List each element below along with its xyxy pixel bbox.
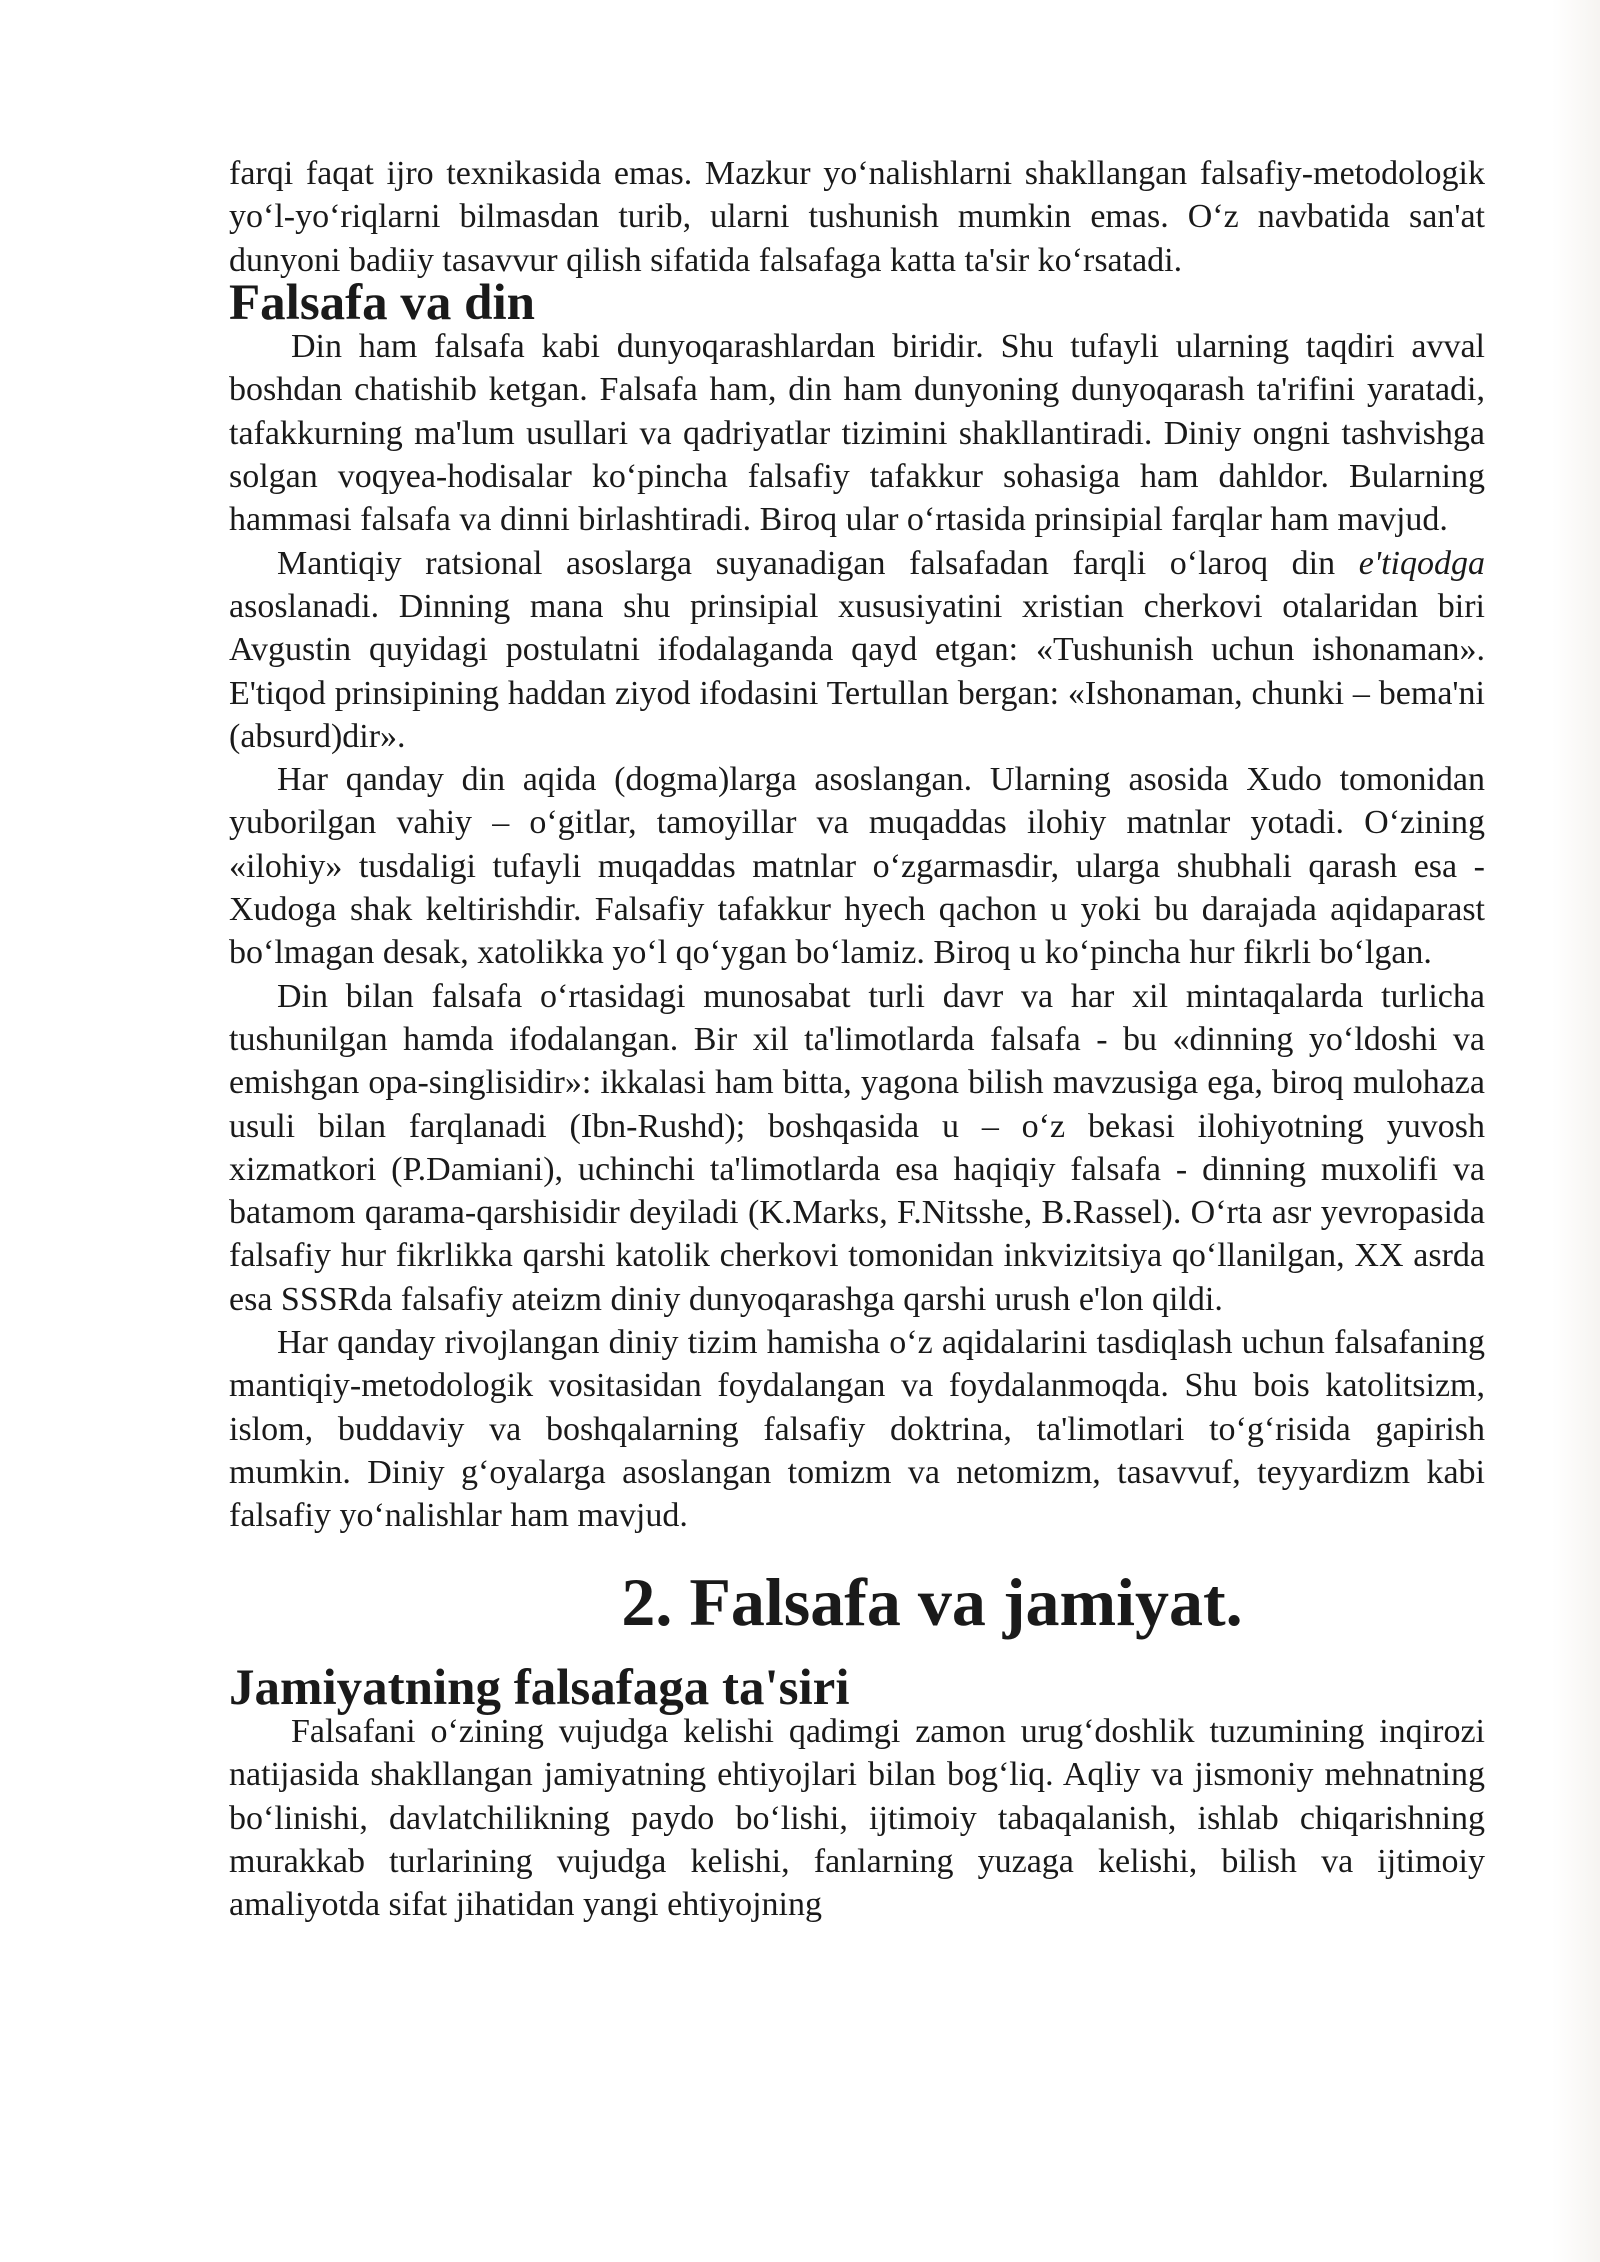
paragraph-din-1: Din ham falsafa kabi dunyoqarashlardan biridir. Shu tufayli ularning taqdiri avval boshdan chatishib ketgan. Falsafa ham, din ham dunyoning dunyoqarash ta'rifini yaratadi, tafakkurning ma'lum usullari va qadriyatlar tizimini shakllantiradi. Diniy ongni tashvishga solgan voqyea-hodisalar ko‘pincha falsafiy tafakkur sohasiga ham dahldor. Bularning hammasi falsafa va dinni birlashtiradi. Biroq ular o‘rtasida prinsipial farqlar ham mavjud. bbox=[229, 328, 1485, 539]
section-heading-falsafa-va-din: Falsafa va din bbox=[229, 274, 536, 331]
section-heading-jamiyatning-ta-siri: Jamiyatning falsafaga ta'siri bbox=[229, 1659, 850, 1716]
paragraph-din-2 bbox=[229, 542, 1485, 758]
paragraph-din-3: Har qanday din aqida (dogma)larga asoslangan. Ularning asosida Xudo tomonidan yuborilgan vahiy – o‘gitlar, tamoyillar va muqaddas ilohiy matnlar yotadi. O‘zining «ilohiy» tusdaligi tufayli muqaddas matnlar o‘zgarmasdir, ularga shubhali qarash esa - Xudoga shak keltirishdir. Falsafiy tafakkur hyech qachon u yoki bu darajada aqidaparast bo‘lmagan desak, xatolikka yo‘l qo‘ygan bo‘lamiz. Biroq u ko‘pincha hur fikrli bo‘lgan. bbox=[229, 761, 1485, 972]
paragraph-jamiyat-1: Falsafani o‘zining vujudga kelishi qadimgi zamon urug‘doshlik tuzumining inqirozi natijasida shakllangan jamiyatning ehtiyojlari bilan bog‘liq. Aqliy va jismoniy mehnatning bo‘linishi, davlatchilikning paydo bo‘lishi, ijtimoiy tabaqalanish, ishlab chiqarishning murakkab turlarining vujudga kelishi, fanlarning yuzaga kelishi, bilish va ijtimoiy amaliyotda sifat jihatidan yangi ehtiyojning bbox=[229, 1713, 1485, 1924]
paragraph-din-2-text-a: Mantiqiy ratsional asoslarga suyanadigan falsafadan farqli o‘laroq din bbox=[277, 544, 1359, 582]
paragraph-din-2-emphasis: e'tiqodga bbox=[1358, 544, 1485, 582]
intro-paragraph: farqi faqat ijro texnikasida emas. Mazkur yo‘nalishlarni shakllangan falsafiy-metodologik yo‘l-yo‘riqlarni bilmasdan turib, ularni tushunish mumkin emas. O‘z navbatida san'at dunyoni badiiy tasavvur qilish sifatida falsafaga katta ta'sir ko‘rsatadi. bbox=[229, 155, 1485, 279]
section-title-falsafa-va-jamiyat: 2. Falsafa va jamiyat. bbox=[621, 1563, 1243, 1640]
paragraph-din-4: Din bilan falsafa o‘rtasidagi munosabat turli davr va har xil mintaqalarda turlicha tushunilgan hamda ifodalangan. Bir xil ta'limotlarda falsafa - bu «dinning yo‘ldoshi va emishgan opa-singlisidir»: ikkalasi ham bitta, yagona bilish mavzusiga ega, biroq mulohaza usuli bilan farqlanadi (Ibn-Rushd); boshqasida u – o‘z bekasi ilohiyotning yuvosh xizmatkori (P.Damiani), uchinchi ta'limotlarda esa haqiqiy falsafa - dinning muxolifi va batamom qarama-qarshisidir deyiladi (K.Marks, F.Nitsshe, B.Rassel). O‘rta asr yevropasida falsafiy hur fikrlikka qarshi katolik cherkovi tomonidan inkvizitsiya qo‘llanilgan, XX asrda esa SSSRda falsafiy ateizm diniy dunyoqarashga qarshi urush e'lon qildi. bbox=[229, 977, 1485, 1318]
document-page bbox=[229, 152, 1485, 1927]
paragraph-din-2-text-b: asoslanadi. Dinning mana shu prinsipial xususiyatini xristian cherkovi otalaridan biri Avgustin quyidagi postulatni ifodalaganda qayd etgan: «Tushunish uchun ishonaman». E'tiqod prinsipining haddan ziyod ifodasini Tertullan bergan: «Ishonaman, chunki – bema'ni (absurd)dir». bbox=[229, 587, 1485, 755]
paragraph-din-5: Har qanday rivojlangan diniy tizim hamisha o‘z aqidalarini tasdiqlash uchun falsafaning mantiqiy-metodologik vositasidan foydalangan va foydalanmoqda. Shu bois katolitsizm, islom, buddaviy va boshqalarning falsafiy doktrina, ta'limotlari to‘g‘risida gapirish mumkin. Diniy g‘oyalarga asoslangan tomizm va netomizm, tasavvuf, teyyardizm kabi falsafiy yo‘nalishlar ham mavjud. bbox=[229, 1324, 1485, 1535]
